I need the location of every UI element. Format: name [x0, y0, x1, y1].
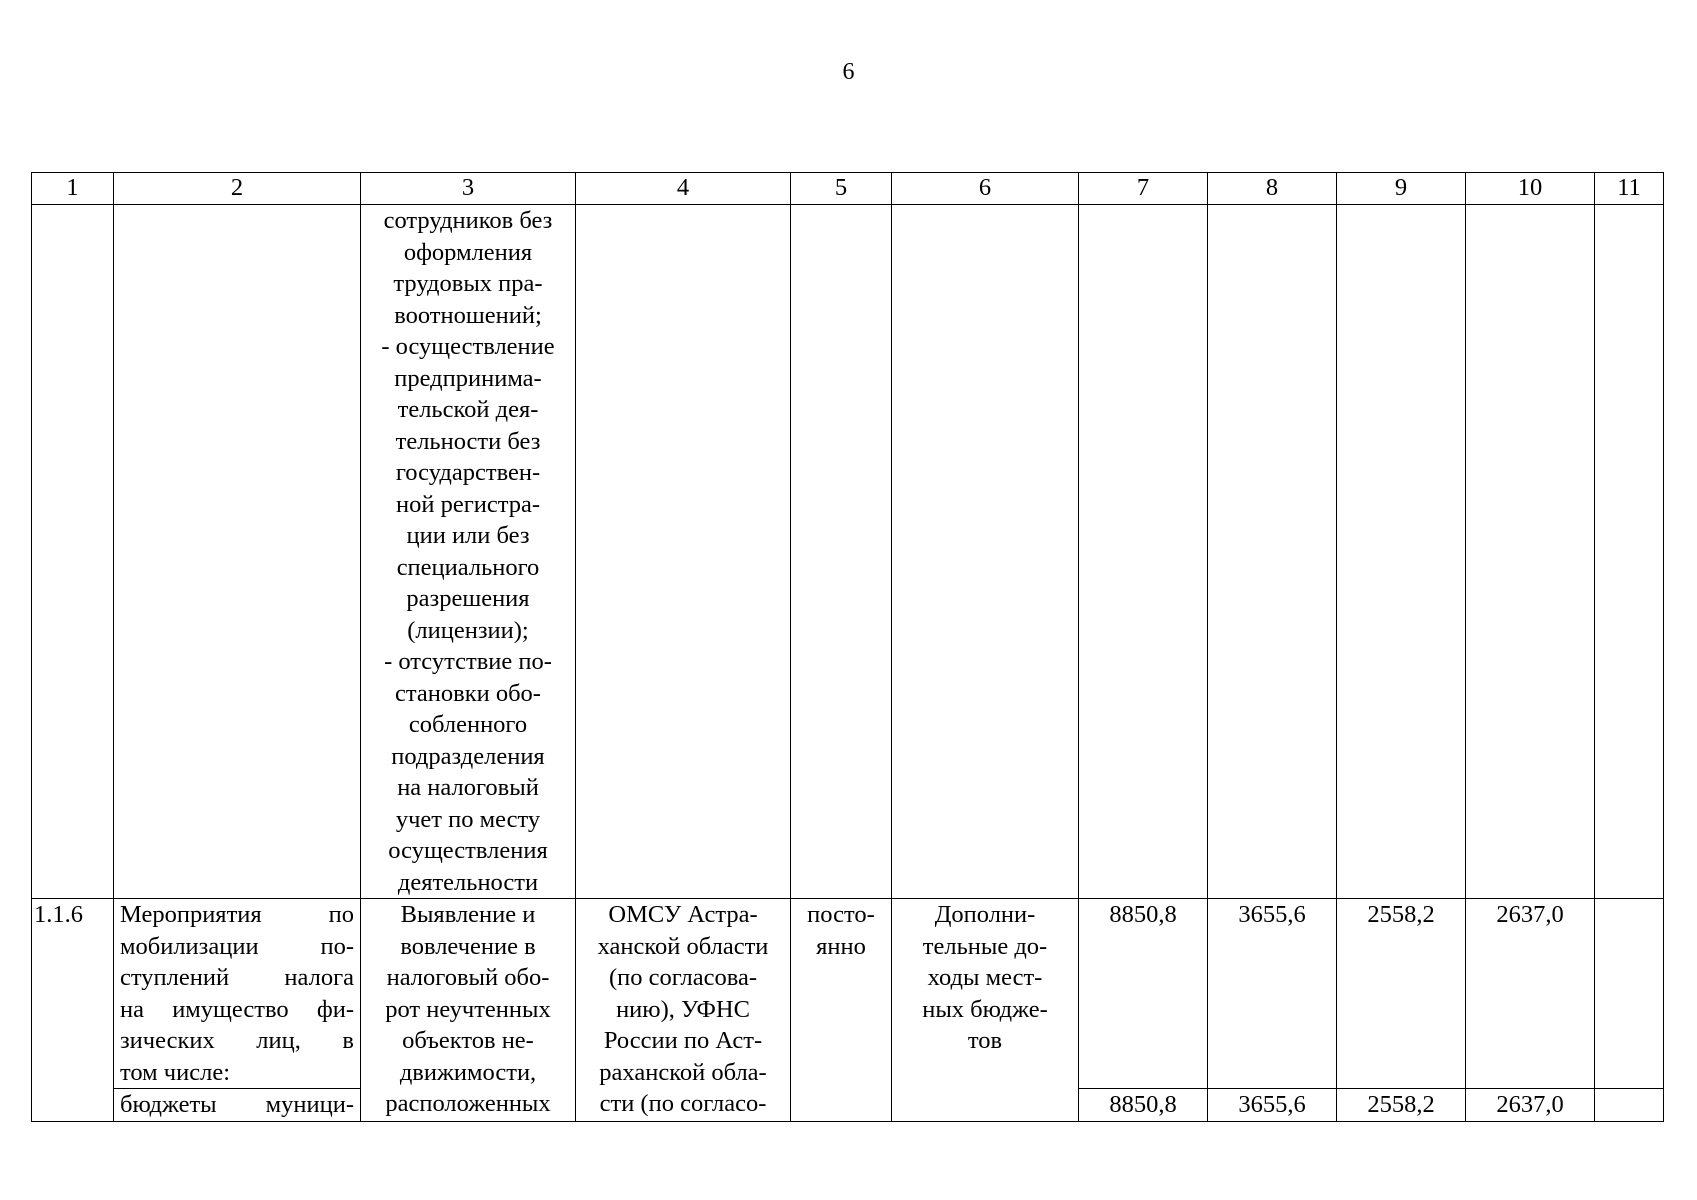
continuation-description-cell [361, 205, 576, 899]
text-line: ной регистра- [395, 490, 541, 518]
row-number-cell: 1.1.6 [32, 899, 114, 1122]
text-line: ции или без [406, 522, 530, 549]
header-cell: 8 [1208, 173, 1337, 205]
text-line: на имущество фи- [120, 995, 354, 1023]
value-cell: 2558,2 [1337, 1089, 1466, 1122]
text-line: ных бюдже- [922, 995, 1048, 1023]
text-line: воотношений; [394, 301, 542, 329]
text-line: осуществления [388, 837, 548, 864]
value-cell [1595, 899, 1664, 1089]
text-line: расположенных [385, 1090, 551, 1117]
empty-cell [1595, 205, 1664, 899]
measure-content-cell [361, 899, 576, 1122]
text-line: посто- [807, 901, 875, 928]
measure-name-cell [114, 899, 361, 1089]
text-line: ханской области [597, 932, 769, 960]
text-line: сти (по согласо- [599, 1090, 767, 1117]
text-line: тельской дея- [397, 396, 539, 423]
header-cell: 11 [1595, 173, 1664, 205]
text-line: государствен- [395, 459, 541, 486]
text-line: мобилизации по- [120, 932, 354, 960]
empty-cell [114, 205, 361, 899]
text-line: тельности без [395, 427, 541, 455]
text-line: зических лиц, в [120, 1027, 354, 1054]
text-line: (по согласова- [608, 964, 758, 991]
text-line: специального [396, 553, 540, 581]
text-line: тельные до- [922, 932, 1048, 960]
text-line: становки обо- [395, 679, 541, 707]
header-cell: 2 [114, 173, 361, 205]
page-number: 6 [842, 59, 855, 85]
header-cell: 5 [791, 173, 892, 205]
header-row [32, 173, 1664, 205]
empty-cell [1208, 205, 1337, 899]
text-line: оформления [403, 238, 533, 266]
text-line: Выявление и [400, 901, 536, 928]
value-cell: 2637,0 [1466, 1089, 1595, 1122]
header-cell: 7 [1079, 173, 1208, 205]
empty-cell [1079, 205, 1208, 899]
row-1-1-6 [32, 899, 1664, 1089]
text-line: России по Аст- [603, 1027, 763, 1054]
header-cell: 4 [576, 173, 791, 205]
value-cell: 2558,2 [1337, 899, 1466, 1089]
text-line: - осуществление [381, 333, 555, 360]
text-line: раханской обла- [599, 1058, 767, 1086]
sub-name-cell [114, 1089, 361, 1122]
text-line: бюджеты муници- [120, 1091, 354, 1118]
text-line: вовлечение в [400, 932, 536, 960]
header-cell: 9 [1337, 173, 1466, 205]
empty-cell [1337, 205, 1466, 899]
text-line: объектов не- [402, 1027, 534, 1054]
value-cell: 2637,0 [1466, 899, 1595, 1089]
text-line: налоговый обо- [386, 964, 550, 991]
text-line: нию), УФНС [616, 995, 750, 1023]
text-line: разрешения [406, 585, 530, 612]
text-line: ОМСУ Астра- [608, 901, 758, 928]
header-cell: 1 [32, 173, 114, 205]
text-line: - отсутствие по- [384, 648, 552, 675]
text-line: рот неучтенных [385, 995, 551, 1023]
deadline-cell [791, 899, 892, 1122]
text-line: Мероприятия по [120, 901, 354, 928]
text-line: на налоговый [397, 774, 539, 801]
text-line: трудовых пра- [393, 270, 543, 297]
text-line: ходы мест- [927, 964, 1043, 991]
text-line: ступлений налога [120, 964, 354, 991]
value-cell: 3655,6 [1208, 1089, 1337, 1122]
value-cell: 8850,8 [1079, 1089, 1208, 1122]
text-line: деятельности [397, 868, 539, 896]
program-table [31, 172, 1664, 1122]
empty-cell [892, 205, 1079, 899]
text-line: янно [816, 932, 866, 960]
text-line: (лицензии); [407, 616, 529, 644]
continuation-row [32, 205, 1664, 899]
value-cell: 8850,8 [1079, 899, 1208, 1089]
text-line: Дополни- [934, 901, 1036, 928]
result-cell [892, 899, 1079, 1122]
header-cell: 10 [1466, 173, 1595, 205]
empty-cell [576, 205, 791, 899]
empty-cell [32, 205, 114, 899]
header-cell: 6 [892, 173, 1079, 205]
text-line: сотрудников без [383, 207, 553, 234]
empty-cell [1466, 205, 1595, 899]
text-line: движимости, [399, 1058, 537, 1086]
text-line: подразделения [391, 742, 545, 770]
text-line: учет по месту [395, 805, 541, 833]
header-cell: 3 [361, 173, 576, 205]
text-line: предпринима- [394, 364, 542, 392]
text-line: тов [967, 1027, 1003, 1054]
text-line: собленного [408, 711, 528, 738]
executor-cell [576, 899, 791, 1122]
empty-cell [791, 205, 892, 899]
value-cell [1595, 1089, 1664, 1122]
text-line: том числе: [120, 1058, 231, 1086]
value-cell: 3655,6 [1208, 899, 1337, 1089]
